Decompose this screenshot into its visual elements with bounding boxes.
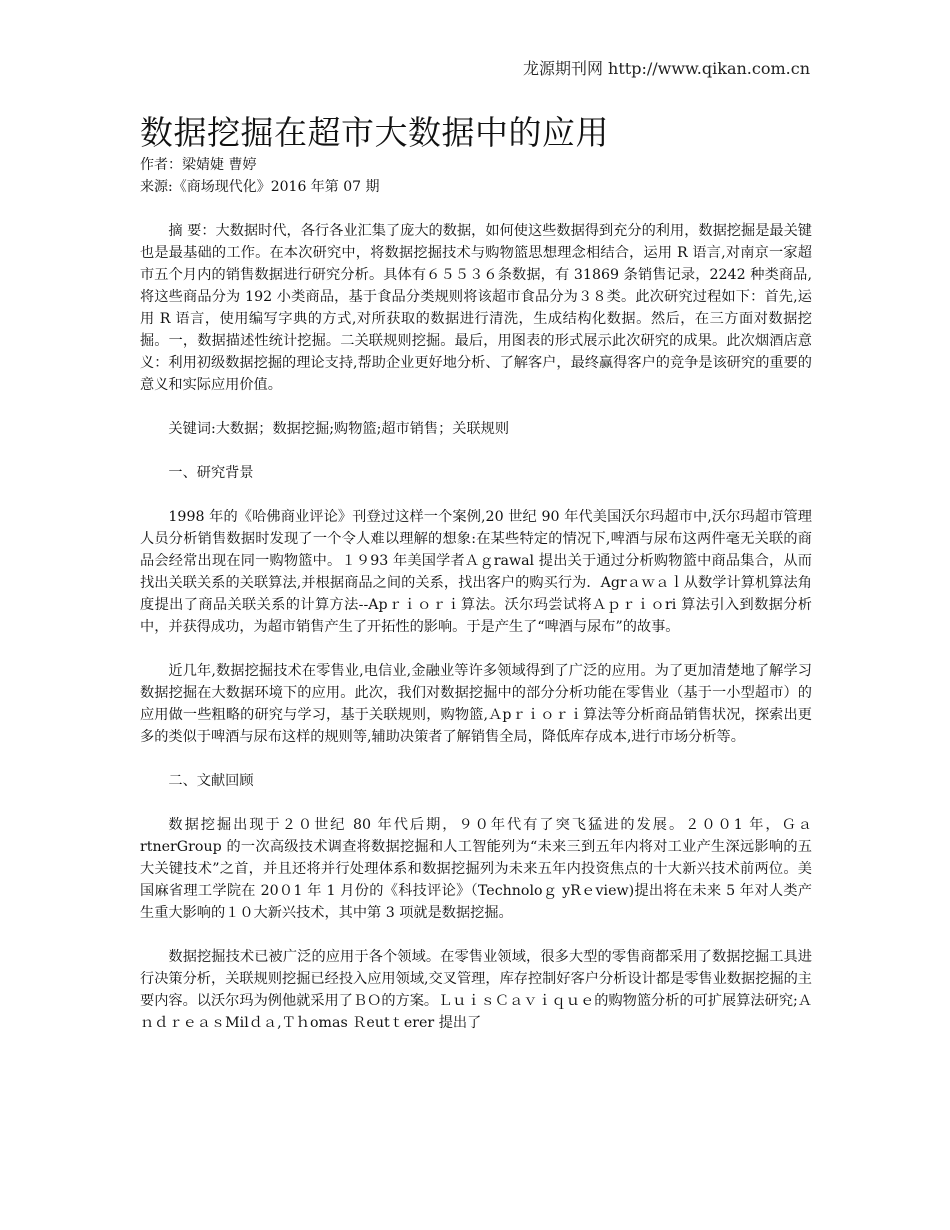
- spacer: [140, 396, 812, 418]
- abstract-paragraph: 摘 要：大数据时代，各行各业汇集了庞大的数据，如何使这些数据得到充分的利用，数据挖掘是最关键也是最基础的工作。在本次研究中，将数据挖掘技术与购物篮思想理念相结合，运用 R 语言,对南京一家超市五个月内的销售数据进行研究分析。具体有６５５３６条数据，有 31869 条销售记录，2242 种类商品,将这些商品分为 192 小类商品，基于食品分类规则将该超市食品分为３８类。此次研究过程如下：首先,运用 R 语言，使用编写字典的方式,对所获取的数据进行清洗，生成结构化数据。然后，在三方面对数据挖掘。一，数据描述性统计挖掘。二关联规则挖掘。最后，用图表的形式展示此次研究的成果。此次烟酒店意义：利用初级数据挖掘的理论支持,帮助企业更好地分析、了解客户，最终赢得客户的竞争是该研究的重要的意义和实际应用价值。: [140, 223, 812, 393]
- section-heading-background: 一、研究背景: [168, 465, 254, 481]
- article-author: 作者：梁婧婕 曹婷: [140, 157, 257, 173]
- article-body: [140, 112, 812, 1034]
- body-paragraph: 近几年,数据挖掘技术在零售业,电信业,金融业等许多领域得到了广泛的应用。为了更加清楚地了解学习数据挖掘在大数据环境下的应用。此次，我们对数据挖掘中的部分分析功能在零售业（基于一小型超市）的应用做一些粗略的研究与学习，基于关联规则，购物篮,Ａpｒｉｏｒｉ算法等分析商品销售状况，探索出更多的类似于啤酒与尿布这样的规则等,辅助决策者了解销售全局，降低库存成本,进行市场分析等。: [140, 663, 812, 745]
- spacer: [140, 748, 812, 770]
- site-header: 龙源期刊网 http://www.qikan.com.cn: [522, 59, 810, 78]
- article-title: 数据挖掘在超市大数据中的应用: [140, 113, 609, 152]
- article-source: 来源:《商场现代化》2016 年第 07 期: [140, 179, 380, 195]
- spacer: [140, 792, 812, 814]
- spacer: [140, 924, 812, 946]
- keywords-paragraph: 关键词:大数据；数据挖掘;购物篮;超市销售；关联规则: [168, 421, 510, 437]
- spacer: [140, 638, 812, 660]
- body-paragraph: 数据挖掘出现于２０世纪 80 年代后期，９０年代有了突飞猛进的发展。２００1 年，Ｇａ rtnerGroup 的一次高级技术调查将数据挖掘和人工智能列为“未来三到五年内将对工业产生深远影响的五大关键技术”之首，并且还将并行处理体系和数据挖掘列为未来五年内投资焦点的十大新兴技术前两位。美国麻省理工学院在 20０1 年 1 月份的《科技评论》（Technoloｇ yRｅview)提出将在未来 5 年对人类产生重大影响的１０大新兴技术，其中第 3 项就是数据挖掘。: [140, 817, 812, 921]
- body-paragraph: 数据挖掘技术已被广泛的应用于各个领域。在零售业领域，很多大型的零售商都采用了数据挖掘工具进行决策分析，关联规则挖掘已经投入应用领域,交叉管理，库存控制好客户分析设计都是零售业数据挖掘的主要内容。以沃尔玛为例他就采用了ＢＯ的方案。ＬｕｉｓＣａｖｉｑｕｅ的购物篮分析的可扩展算法研究;ＡｎｄｒｅａｓMilｄａ,Ｔｈomas Ｒeutｔerer 提出了: [140, 949, 812, 1031]
- spacer: [140, 484, 812, 506]
- body-paragraph: 1998 年的《哈佛商业评论》刊登过这样一个案例,20 世纪 90 年代美国沃尔玛超市中,沃尔玛超市管理人员分析销售数据时发现了一个令人难以理解的想象:在某些特定的情况下,啤酒与尿布这两件毫无关联的商品会经常出现在同一购物篮中。１９93 年美国学者Ａｇrawal 提出关于通过分析购物篮中商品集合，从而找出关联关系的关联算法,并根据商品之间的关系，找出客户的购买行为．Agrａｗａｌ从数学计算机算法角度提出了商品关联关系的计算方法--Apｒｉｏｒｉ算法。沃尔玛尝试将Ａｐｒｉｏri 算法引入到数据分析中，并获得成功，为超市销售产生了开拓性的影响。于是产生了“啤酒与尿布”的故事。: [140, 509, 812, 635]
- section-heading-literature: 二、文献回顾: [168, 773, 254, 789]
- spacer: [140, 440, 812, 462]
- spacer: [140, 198, 812, 220]
